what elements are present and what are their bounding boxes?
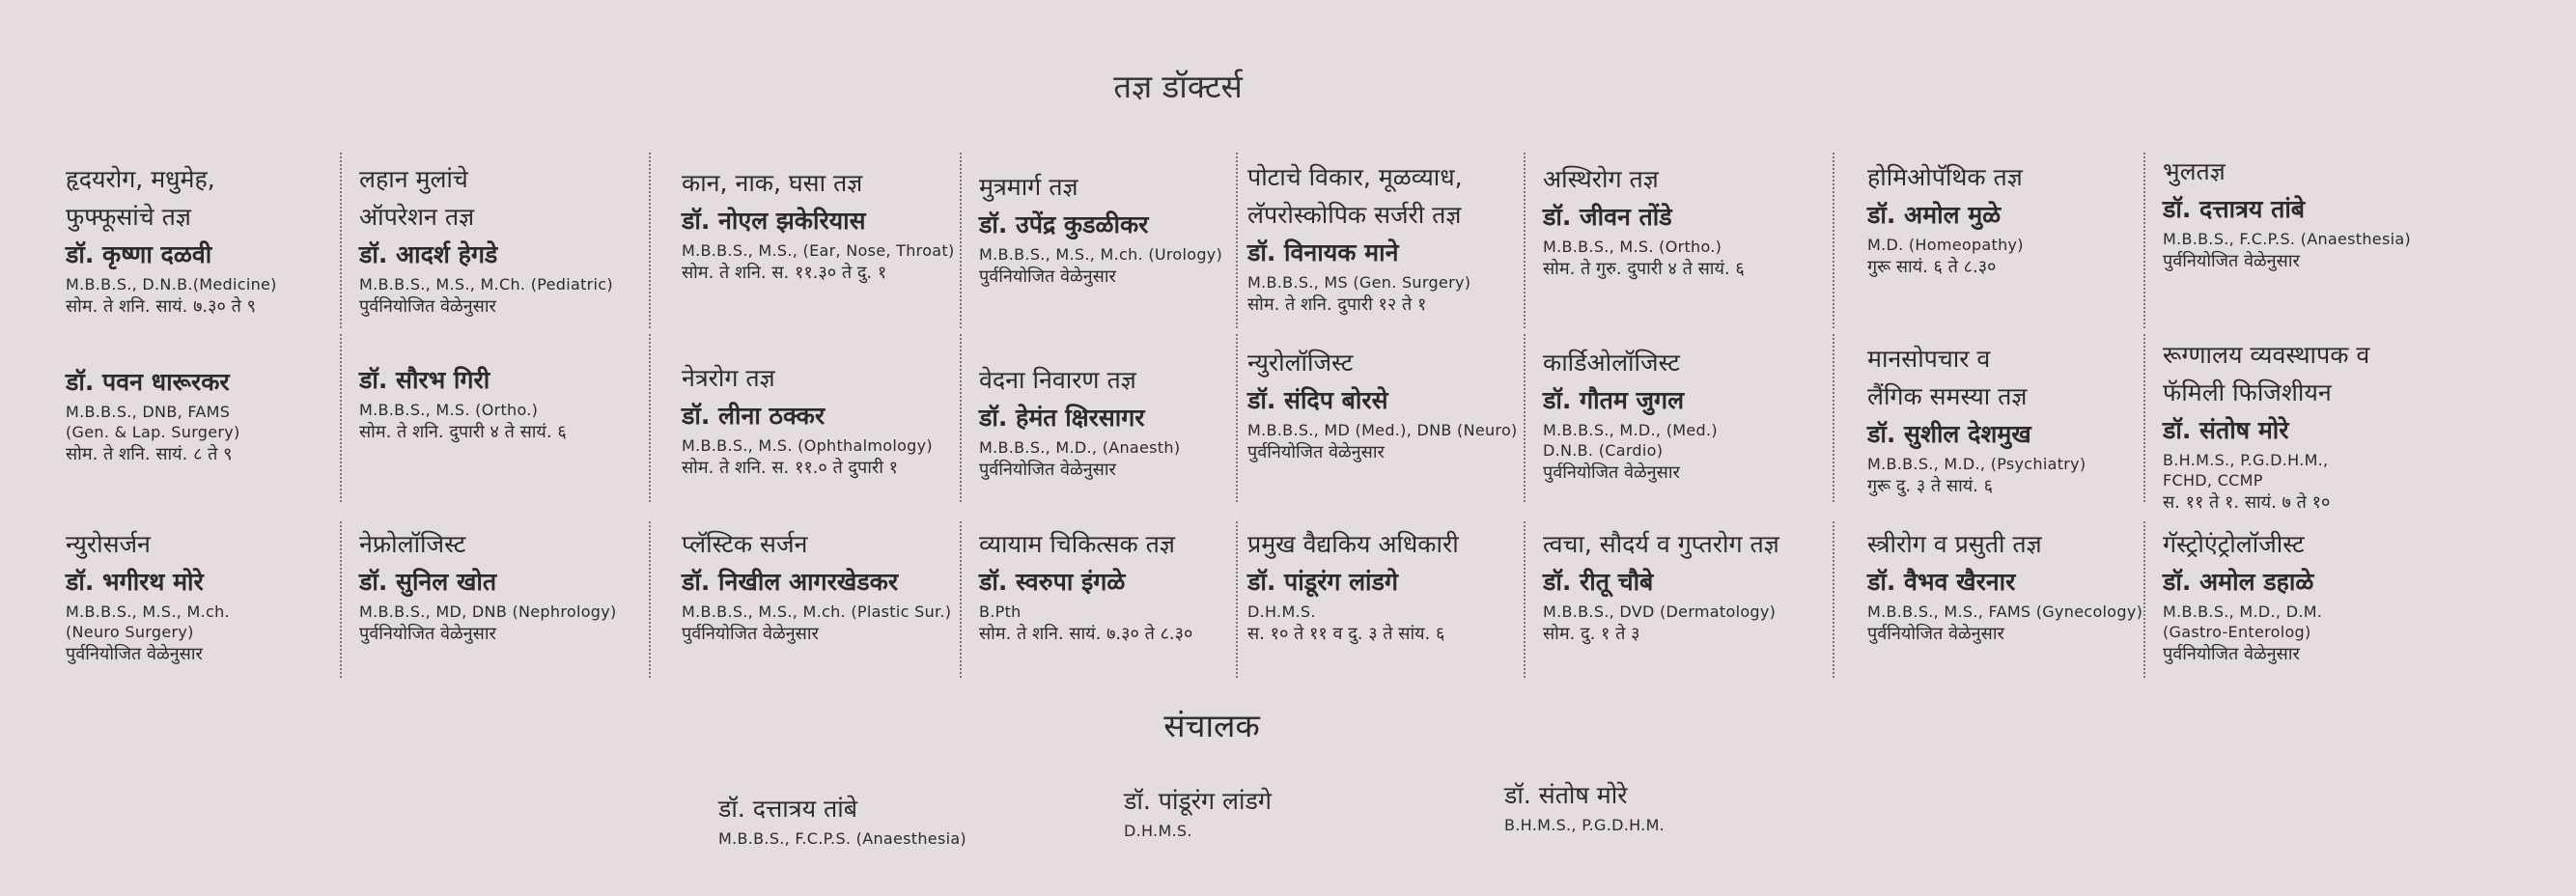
doctor-timing: पुर्वनियोजित वेळेनुसार: [682, 624, 819, 644]
director-3: [1504, 776, 1665, 836]
doctor-specialty: लहान मुलांचे: [359, 165, 468, 193]
doctor-timing: सोम. ते शनि. दुपारी ४ ते सायं. ६: [359, 422, 567, 442]
doctor-timing: पुर्वनियोजित वेळेनुसार: [359, 296, 496, 317]
column-divider: [340, 334, 342, 502]
doctor-qualification: M.B.B.S., M.D., (Med.): [1543, 421, 1718, 439]
doctor-qualification: M.B.B.S., DNB, FAMS: [66, 403, 231, 421]
director-1: [718, 790, 966, 850]
doctor-specialty: वेदना निवारण तज्ञ: [979, 366, 1136, 394]
doctor-qualification: M.B.B.S., M.D., (Psychiatry): [1867, 455, 2086, 473]
doctor-card: [1543, 160, 1745, 282]
doctor-specialty: प्रमुख वैद्यकिय अधिकारी: [1247, 530, 1459, 558]
doctor-timing: गुरू सायं. ६ ते ८.३०: [1867, 257, 1997, 277]
doctor-specialty: गॅस्ट्रोएंट्रोलॉजीस्ट: [2163, 530, 2305, 558]
column-divider: [1833, 153, 1834, 328]
doctor-name: डॉ. पवन धारूरकर: [66, 368, 230, 396]
column-divider: [960, 153, 962, 328]
doctor-timing: पुर्वनियोजित वेळेनुसार: [2163, 644, 2300, 664]
doctor-card: [66, 160, 277, 320]
column-divider: [1236, 521, 1238, 678]
doctor-card: [2163, 153, 2411, 274]
doctor-qualification: (Neuro Surgery): [66, 623, 194, 641]
doctor-specialty: कार्डिओलॉजिस्ट: [1543, 349, 1680, 377]
column-divider: [960, 334, 962, 502]
doctor-name: डॉ. रीतू चौबे: [1543, 568, 1654, 596]
director-name: डॉ. दत्तात्रय तांबे: [718, 795, 858, 823]
director-2: [1124, 782, 1272, 842]
doctor-specialty: भुलतज्ञ: [2163, 157, 2226, 185]
doctor-specialty: मुत्रमार्ग तज्ञ: [979, 173, 1078, 201]
doctor-timing: सोम. ते शनि. स. ११.३० ते दु. १: [682, 263, 887, 283]
doctor-specialty: अस्थिरोग तज्ञ: [1543, 165, 1659, 193]
doctor-qualification: M.B.B.S., M.S., M.ch.: [66, 602, 230, 621]
doctor-specialty: फॅमिली फिजिशीयन: [2163, 378, 2332, 406]
doctor-card: [2163, 525, 2322, 667]
column-divider: [1236, 334, 1238, 502]
doctor-qualification: M.B.B.S., DVD (Dermatology): [1543, 602, 1777, 621]
column-divider: [960, 521, 962, 678]
doctor-timing: सोम. दु. १ ते ३: [1543, 624, 1640, 644]
column-divider: [649, 521, 651, 678]
doctor-specialty: मानसोपचार व: [1867, 345, 1991, 373]
doctor-qualification: M.B.B.S., M.S., M.ch. (Plastic Sur.): [682, 602, 952, 621]
doctor-card: [979, 168, 1222, 290]
doctor-qualification: M.B.B.S., M.S. (Ortho.): [359, 401, 539, 419]
doctor-specialty: ऑपरेशन तज्ञ: [359, 203, 475, 231]
doctor-card: [66, 525, 230, 667]
doctor-name: डॉ. उपेंद्र कुडळीकर: [979, 210, 1149, 238]
doctor-qualification: B.H.M.S., P.G.D.H.M.,: [2163, 451, 2329, 469]
column-divider: [2143, 153, 2145, 328]
column-divider: [1236, 153, 1238, 328]
column-divider: [649, 153, 651, 328]
doctor-qualification: M.B.B.S., M.S., M.ch. (Urology): [979, 245, 1223, 264]
doctor-qualification: M.B.B.S., MD, DNB (Nephrology): [359, 602, 617, 621]
doctor-specialty: प्लॅस्टिक सर्जन: [682, 530, 808, 558]
doctor-name: डॉ. अमोल डहाळे: [2163, 568, 2314, 596]
doctor-card: [979, 361, 1180, 483]
doctor-timing: सोम. ते शनि. सायं. ७.३० ते ८.३०: [979, 624, 1193, 644]
doctor-card: [1867, 525, 2142, 647]
doctor-timing: सोम. ते गुरु. दुपारी ४ ते सायं. ६: [1543, 259, 1745, 279]
doctor-timing: गुरू दु. ३ ते सायं. ६: [1867, 476, 1993, 496]
doctor-specialty: रूग्णालय व्यवस्थापक व: [2163, 341, 2370, 369]
doctor-card: [1543, 525, 1779, 647]
doctor-timing: पुर्वनियोजित वेळेनुसार: [1867, 624, 2004, 644]
doctor-card: [66, 363, 240, 467]
column-divider: [1833, 521, 1834, 678]
doctor-card: [359, 361, 567, 445]
doctor-timing: पुर्वनियोजित वेळेनुसार: [1543, 462, 1680, 483]
column-divider: [1524, 334, 1526, 502]
doctor-timing: सोम. ते शनि. सायं. ८ ते ९: [66, 444, 233, 464]
doctor-name: डॉ. नोएल झकेरियास: [682, 207, 866, 235]
doctor-name: डॉ. संतोष मोरे: [2163, 416, 2289, 444]
director-qualification: D.H.M.S.: [1124, 822, 1192, 840]
doctor-timing: पुर्वनियोजित वेळेनुसार: [979, 460, 1116, 480]
doctor-specialty: त्वचा, सौदर्य व गुप्तरोग तज्ञ: [1543, 530, 1779, 558]
column-divider: [2143, 334, 2145, 502]
doctor-timing: पुर्वनियोजित वेळेनुसार: [1247, 442, 1385, 462]
doctor-card: [682, 164, 955, 286]
doctor-name: डॉ. आदर्श हेगडे: [359, 240, 498, 268]
column-divider: [340, 521, 342, 678]
doctor-name: डॉ. संदिप बोरसे: [1247, 386, 1388, 414]
doctor-name: डॉ. अमोल मुळे: [1867, 201, 2002, 229]
doctor-specialty: लॅपरोस्कोपिक सर्जरी तज्ञ: [1247, 201, 1462, 229]
doctor-name: डॉ. सुनिल खोत: [359, 568, 497, 596]
doctor-card: [359, 160, 613, 320]
doctor-name: डॉ. गौतम जुगल: [1543, 386, 1685, 414]
doctor-qualification: D.H.M.S.: [1247, 602, 1316, 621]
directors-title: संचालक: [1163, 707, 1260, 744]
doctor-qualification: M.B.B.S., M.S., (Ear, Nose, Throat): [682, 241, 955, 260]
doctor-name: डॉ. पांडूरंग लांडगे: [1247, 568, 1398, 596]
doctor-name: डॉ. लीना ठक्कर: [682, 402, 826, 430]
doctor-card: [359, 525, 617, 647]
director-qualification: M.B.B.S., F.C.P.S. (Anaesthesia): [718, 829, 966, 848]
column-divider: [340, 153, 342, 328]
doctor-timing: पुर्वनियोजित वेळेनुसार: [359, 624, 496, 644]
doctor-qualification: M.B.B.S., D.N.B.(Medicine): [66, 275, 277, 294]
doctor-card: [1247, 525, 1459, 647]
doctor-timing: स. ११ ते १. सायं. ७ ते १०: [2163, 492, 2331, 513]
doctor-card: [1247, 158, 1470, 318]
doctor-name: डॉ. दत्तात्रय तांबे: [2163, 195, 2306, 223]
doctor-specialty: फुफ्फूसांचे तज्ञ: [66, 203, 191, 231]
doctor-qualification: (Gastro-Enterolog): [2163, 623, 2311, 641]
doctor-name: डॉ. स्वरुपा इंगळे: [979, 568, 1126, 596]
column-divider: [649, 334, 651, 502]
doctor-card: [682, 525, 951, 647]
doctor-timing: सोम. ते शनि. स. ११.० ते दुपारी १: [682, 458, 899, 478]
doctor-qualification: M.B.B.S., MS (Gen. Surgery): [1247, 273, 1471, 292]
column-divider: [1524, 153, 1526, 328]
doctor-name: डॉ. विनायक माने: [1247, 238, 1399, 266]
doctor-name: डॉ. सौरभ गिरी: [359, 366, 490, 394]
doctor-qualification: M.B.B.S., M.D., D.M.: [2163, 602, 2323, 621]
doctor-specialty: नेत्ररोग तज्ञ: [682, 364, 775, 392]
doctor-name: डॉ. भगीरथ मोरे: [66, 568, 204, 596]
doctor-name: डॉ. हेमंत क्षिरसागर: [979, 404, 1145, 432]
director-qualification: B.H.M.S., P.G.D.H.M.: [1504, 816, 1666, 834]
doctor-qualification: M.B.B.S., M.S. (Ortho.): [1543, 238, 1722, 256]
doctor-name: डॉ. जीवन तोंडे: [1543, 203, 1672, 231]
director-name: डॉ. संतोष मोरे: [1504, 781, 1628, 809]
doctor-card: [2163, 336, 2369, 516]
page-title: तज्ञ डॉक्टर्स: [1113, 68, 1243, 105]
doctor-card: [682, 359, 933, 481]
doctor-specialty: कान, नाक, घसा तज्ञ: [682, 169, 863, 197]
doctor-specialty: न्युरोसर्जन: [66, 530, 151, 558]
director-name: डॉ. पांडूरंग लांडगे: [1124, 787, 1272, 815]
doctor-specialty: व्यायाम चिकित्सक तज्ञ: [979, 530, 1175, 558]
doctor-timing: पुर्वनियोजित वेळेनुसार: [979, 266, 1116, 287]
doctor-specialty: लैंगिक समस्या तज्ञ: [1867, 382, 2028, 410]
doctor-specialty: होमिओपॅथिक तज्ञ: [1867, 163, 2023, 191]
doctor-name: डॉ. कृष्णा दळवी: [66, 240, 212, 268]
doctor-timing: स. १० ते ११ व दु. ३ ते सांय. ६: [1247, 624, 1445, 644]
doctor-name: डॉ. सुशील देशमुख: [1867, 420, 2031, 448]
doctor-timing: पुर्वनियोजित वेळेनुसार: [2163, 251, 2300, 271]
doctor-qualification: M.B.B.S., M.S., M.Ch. (Pediatric): [359, 275, 613, 294]
doctor-card: [1247, 344, 1518, 465]
doctor-timing: सोम. ते शनि. दुपारी १२ ते १: [1247, 294, 1427, 315]
doctor-specialty: न्युरोलॉजिस्ट: [1247, 349, 1354, 377]
doctor-card: [1867, 158, 2024, 280]
doctor-timing: सोम. ते शनि. सायं. ७.३० ते ९: [66, 296, 256, 317]
doctor-qualification: M.B.B.S., MD (Med.), DNB (Neuro): [1247, 421, 1518, 439]
doctor-qualification: B.Pth: [979, 602, 1022, 621]
doctor-card: [979, 525, 1192, 647]
doctor-specialty: पोटाचे विकार, मूळव्याध,: [1247, 163, 1463, 191]
doctor-card: [1867, 340, 2086, 499]
doctor-qualification: M.B.B.S., M.S. (Ophthalmology): [682, 436, 933, 455]
doctor-qualification: M.D. (Homeopathy): [1867, 236, 2024, 254]
doctor-name: डॉ. निखील आगरखेडकर: [682, 568, 899, 596]
doctor-qualification: M.B.B.S., M.S., FAMS (Gynecology): [1867, 602, 2143, 621]
doctor-specialty: स्त्रीरोग व प्रसुती तज्ञ: [1867, 530, 2042, 558]
doctor-qualification: (Gen. & Lap. Surgery): [66, 423, 240, 441]
doctor-timing: पुर्वनियोजित वेळेनुसार: [66, 644, 203, 664]
doctor-specialty: हृदयरोग, मधुमेह,: [66, 165, 215, 193]
doctor-card: [1543, 344, 1718, 486]
doctor-qualification: M.B.B.S., F.C.P.S. (Anaesthesia): [2163, 230, 2411, 248]
doctor-name: डॉ. वैभव खैरनार: [1867, 568, 2016, 596]
column-divider: [1833, 334, 1834, 502]
doctor-qualification: D.N.B. (Cardio): [1543, 441, 1664, 460]
doctor-qualification: FCHD, CCMP: [2163, 471, 2263, 490]
doctor-qualification: M.B.B.S., M.D., (Anaesth): [979, 438, 1181, 457]
column-divider: [2143, 521, 2145, 678]
column-divider: [1524, 521, 1526, 678]
doctor-specialty: नेफ्रोलॉजिस्ट: [359, 530, 466, 558]
